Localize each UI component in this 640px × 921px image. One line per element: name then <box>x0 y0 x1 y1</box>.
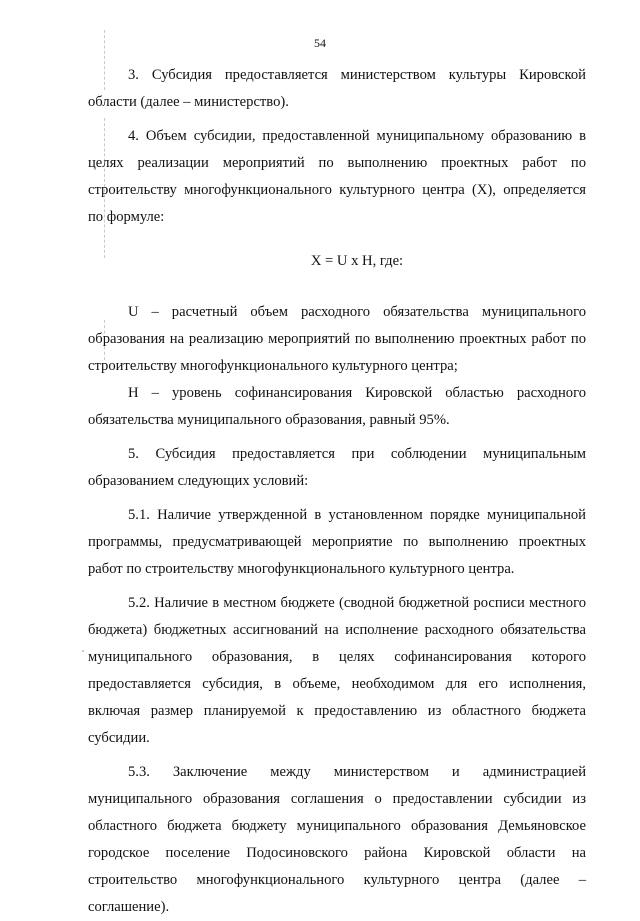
formula: X = U x H, где: <box>310 253 404 269</box>
paragraph-3: 3. Субсидия предоставляется министерством культуры Кировской области (далее – министерство). <box>88 67 586 110</box>
paragraph-5: 5. Субсидия предоставляется при соблюдении муниципальным образованием следующих условий: <box>88 446 586 489</box>
paragraph-5-1: 5.1. Наличие утвержденной в установленном порядке муниципальной программы, предусматривающей мероприятие по выполнению проектных работ по строительству многофункционального культурного центра. <box>88 507 586 577</box>
paragraph-5-2: 5.2. Наличие в местном бюджете (сводной бюджетной росписи местного бюджета) бюджетных ассигнований на исполнение расходного обязательства муниципального образования, в целях софинансирования которого предоставляется субсидия, в объеме, необходимом для его исполнения, включая размер планируемой к предоставлению из областного бюджета субсидии. <box>88 595 586 746</box>
scan-speck <box>82 650 84 652</box>
document-body <box>88 62 586 921</box>
paragraph-4: 4. Объем субсидии, предоставленной муниципальному образованию в целях реализации мероприятий по выполнению проектных работ по строительству многофункционального культурного центра (X), определяется по формуле: <box>88 128 586 225</box>
definition-h: H – уровень софинансирования Кировской областью расходного обязательства муниципального образования, равный 95%. <box>88 385 586 428</box>
paragraph-5-3: 5.3. Заключение между министерством и администрацией муниципального образования соглашения о предоставлении субсидии из областного бюджета бюджету муниципального образования Демьяновское городское поселение Подосиновского района Кировской области на строительство многофункционального культурного центра (далее – соглашение). <box>88 764 586 915</box>
page-number: 54 <box>314 36 326 50</box>
definition-u: U – расчетный объем расходного обязательства муниципального образования на реализацию мероприятий по выполнению проектных работ по строительству многофункционального культурного центра; <box>88 304 586 374</box>
